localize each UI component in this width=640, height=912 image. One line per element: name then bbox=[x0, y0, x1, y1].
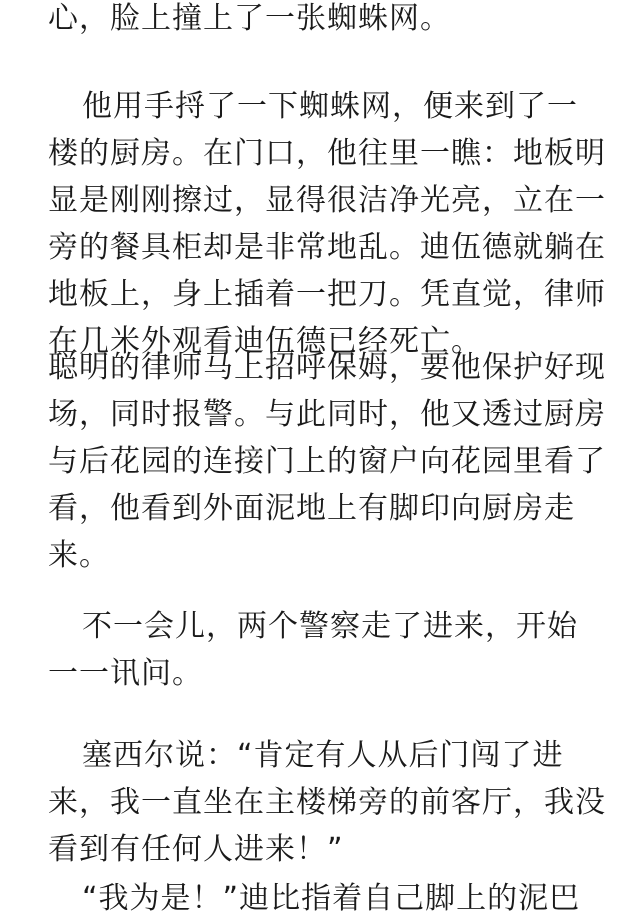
paragraph-3: 聪明的律师马上招呼保姆，要他保护好现场，同时报警。与此同时，他又透过厨房与后花园的连接门上的窗户向花园里看了看，他看到外面泥地上有脚印向厨房走来。 bbox=[48, 350, 606, 573]
paragraph-1: 心，脸上撞上了一张蜘蛛网。 bbox=[48, 1, 451, 36]
paragraph-4: 不一会儿，两个警察走了进来，开始一一讯问。 bbox=[48, 609, 578, 691]
paragraph-6-partial: “我为是！”迪比指着自己脚上的泥巴 bbox=[82, 881, 581, 912]
paragraph-2: 他用手捋了一下蜘蛛网，便来到了一楼的厨房。在门口，他往里一瞧：地板明显是刚刚擦过，显得很洁净光亮，立在一旁的餐具柜却是非常地乱。迪伍德就躺在地板上，身上插着一把刀。凭直觉，律师在几米外观看迪伍德已经死亡。 bbox=[48, 89, 606, 359]
paragraph-5: 塞西尔说：“肯定有人从后门闯了进来，我一直坐在主楼梯旁的前客厅，我没看到有任何人进来！” bbox=[48, 738, 606, 867]
